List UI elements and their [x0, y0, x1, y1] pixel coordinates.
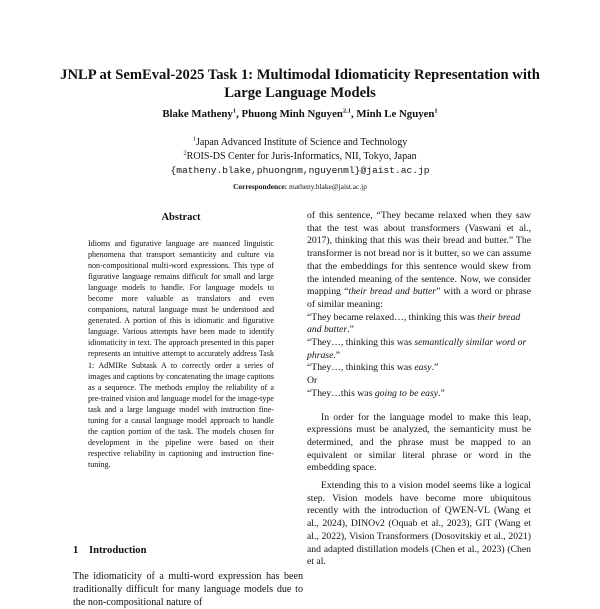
body-paragraph — [307, 210, 531, 312]
emphasis: going to be easy — [374, 387, 439, 399]
paragraph-text: of this sentence, “They became relaxed when they saw that the test was about transformers (Vaswani et al., 2017), thinking that this was their bread and butter.” The transformer is not bread nor is it butter, so we can assume that the embeddings for this sentence would skew from the intended meaning of the sentence. Now, we consider mapping “ — [307, 210, 531, 298]
section-title: Introduction — [89, 545, 147, 556]
body-paragraph: In order for the language model to make this leap, expressions must be analyzed, the semanticity must be determined, and the phrase must be mapped to an equivalent or similar literal phrase or word in the embedding space. — [307, 411, 531, 474]
author-affil-mark: 1 — [232, 107, 237, 115]
quote-text: .” — [333, 349, 341, 361]
author-name: Phuong Minh Nguyen — [241, 108, 343, 120]
affiliation: ROIS-DS Center for Juris-Informatics, NII, Tokyo, Japan — [186, 151, 417, 162]
section-number: 1 — [73, 545, 79, 556]
author-name: Minh Le Nguyen — [356, 108, 435, 120]
abstract-text: Idioms and figurative language are nuanced linguistic phenomena that transport semanticity and culture via non-compositional multi-word expressions. This type of figurative language remains difficult for small and large language models to handle. For language models to become more valuable as translators and even companions, natural language must be understood and generated. A portion of this is idiomatic and figurative language. Various attempts have been made to identify idiomaticity in text. The approach presented in this paper represents an intuitive attempt to accurately address Task 1: AdMIRe Subtask A to correctly order a series of images and captions by concatenating the image captions as a sequence. The methods employ the reliability of a pre-trained vision and language model for the image-type task and a large language model with instruction fine-tuning for a causal language model approach to handle the caption portion of the task. The models chosen for development in the pipeline were based on their respective reliability in captioning and instruction fine-tuning. — [88, 239, 274, 469]
emphasis: their bread and butter — [307, 311, 521, 336]
affiliation-line — [40, 150, 560, 163]
author-list: Blake Matheny$^1$, Phuong Minh Nguyen$^{2,1}$, Minh Le Nguyen$^1$ — [162, 107, 438, 120]
section-heading — [73, 545, 147, 556]
affiliation-line — [40, 136, 560, 149]
body-paragraph: Extending this to a vision model seems like a logical step. Vision models have become more ubiquitous recently with the introduction of QWEN-VL (Wang et al., 2024), DINOv2 (Oquab et al., 2023), GIT (Wang et al., 2022), Vision Transformers (Dosovitskiy et al., 2021) and adapted distillation models (Chen et al., 2023) (Chen et al. — [307, 480, 531, 568]
example-quote — [307, 312, 531, 337]
quote-text: .” — [347, 324, 354, 336]
example-quote — [307, 337, 531, 362]
author-affil-mark: 2,1 — [342, 107, 351, 115]
quote-text: “They…this was — [307, 387, 375, 399]
quote-text: .” — [438, 387, 445, 399]
quote-text: “They became relaxed…, thinking this was — [307, 311, 478, 323]
affiliation: Japan Advanced Institute of Science and Technology — [195, 137, 408, 148]
correspondence-label: Correspondence: — [233, 182, 288, 191]
intro-paragraph: The idiomaticity of a multi-word expression has been traditionally difficult for many language models due to the non-compositional nature of — [73, 571, 303, 609]
correspondence-email: matheny.blake@jaist.ac.jp — [288, 182, 367, 191]
author-affil-mark: 1 — [434, 107, 438, 115]
author-name: Blake Matheny — [162, 108, 233, 120]
quote-text: “They…, thinking this was — [307, 337, 415, 349]
emphasis: semantically similar word or phrase — [307, 337, 527, 361]
emphasis: their bread and butter — [348, 286, 437, 298]
example-quote — [307, 362, 531, 375]
abstract-heading: Abstract — [161, 212, 201, 223]
emphasis: easy — [414, 362, 432, 374]
quote-text: “They…, thinking this was — [307, 362, 415, 374]
email-line: {matheny.blake,phuongnm,nguyenml}@jaist.ac.jp — [170, 165, 430, 176]
or-text: Or — [307, 375, 318, 387]
affil-mark: 2 — [183, 149, 187, 157]
right-column — [307, 210, 531, 569]
example-quote — [307, 388, 531, 401]
affil-mark: 1 — [192, 135, 196, 143]
paper-title: JNLP at SemEval-2025 Task 1: Multimodal Idiomaticity Representation with Large Language Models — [60, 67, 540, 101]
correspondence-line — [40, 180, 560, 193]
quote-text: .” — [431, 362, 439, 374]
paragraph-text: ” with a word or phrase of similar meaning: — [307, 286, 532, 310]
